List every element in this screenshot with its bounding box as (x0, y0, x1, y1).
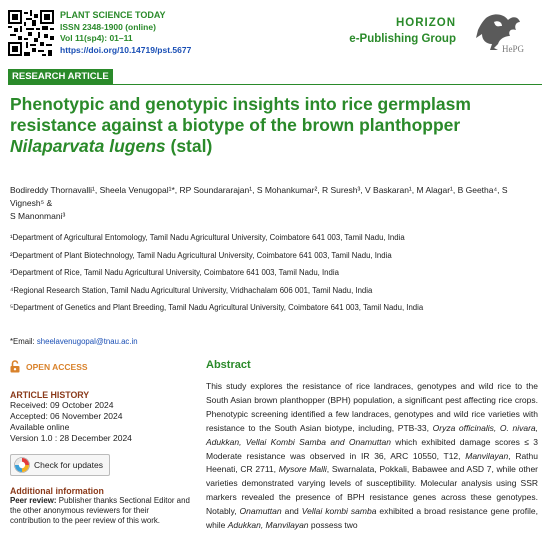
history-received: Received: 09 October 2024 (10, 400, 114, 410)
abstract-text: possess two (308, 520, 358, 531)
article-type-label: RESEARCH ARTICLE (8, 69, 113, 85)
abstract-italic: Vellai kombi samba (301, 506, 377, 517)
abstract-text: This study explores the resistance of rice landraces, genotypes and wild rice to the South Asian brown planthopper (BPH) population, a significant pest affecting rice crops. Phenotypic screening identified a few landraces, genotypes and wild rice varieties with resistance to the South Asian biotype, including, PTB-33, (206, 381, 538, 433)
publisher-name (349, 17, 456, 45)
abstract-body (206, 380, 538, 533)
history-accepted: Accepted: 06 November 2024 (10, 411, 123, 421)
article-sidebar (10, 360, 190, 526)
title-suffix: (stal) (165, 136, 213, 156)
open-access-label: OPEN ACCESS (26, 361, 88, 372)
open-access-badge (10, 360, 190, 373)
abstract-text: and (281, 506, 302, 517)
check-for-updates-label: Check for updates (34, 460, 103, 470)
qr-code (8, 10, 54, 56)
abstract-italic: Manvilayan (465, 450, 509, 461)
journal-issn: ISSN 2348-1900 (online) (60, 21, 156, 32)
article-history (10, 400, 190, 444)
peer-review-label: Peer review: (10, 496, 57, 505)
abstract-text: , Swarnalata, Pokkali, Babawee and ASD 7, while other varieties demonstrated varying levels of susceptibility. Molecular analysis using SSR markers revealed the presence of BPH resistance genes across these genotypes. Notably, (206, 464, 539, 517)
affiliation-item: ³Department of Rice, Tamil Nadu Agricultural University, Coimbatore 641 003, Tamil Nadu, India (10, 268, 339, 277)
publisher-line2: e-Publishing Group (349, 33, 456, 45)
check-for-updates-button[interactable] (10, 454, 110, 476)
abstract-text: exhibited a broad resistance gene profile, while (206, 506, 539, 531)
affiliation-list (10, 233, 540, 321)
abstract-italic: Oryza officinalis, O. nivara, Adukkan, Vellai Kombi Samba and Onamuttan (206, 422, 539, 447)
article-history-heading: ARTICLE HISTORY (10, 390, 90, 400)
journal-name: PLANT SCIENCE TODAY (60, 10, 166, 20)
authors-line2: S Manonmani³ (10, 211, 66, 221)
abstract-italic: Mysore Malli (278, 464, 327, 475)
article-type-banner (8, 69, 542, 85)
history-available: Available online (10, 422, 70, 432)
abstract-text: which exhibited damage scores ≤ 3 Moderate resistance was observed in IR 36, ARC 10550, T12, (206, 436, 538, 461)
affiliation-item: ⁵Department of Genetics and Plant Breeding, Tamil Nadu Agricultural University, Coimbatore 641 003, Tamil Nadu, India (10, 303, 424, 312)
peer-review-text: Publisher thanks Sectional Editor and the other anonymous reviewers for their contribution to the peer review of this work. (10, 496, 190, 525)
crossmark-icon (14, 457, 30, 473)
history-version: Version 1.0 : 28 December 2024 (10, 433, 132, 443)
title-species: Nilaparvata lugens (10, 136, 166, 156)
affiliation-item: ¹Department of Agricultural Entomology, Tamil Nadu Agricultural University, Coimbatore 641 003, Tamil Nadu, India (10, 233, 405, 242)
horse-logo-icon (464, 10, 536, 60)
email-address-link[interactable]: sheelavenugopal@tnau.ac.in (36, 337, 138, 346)
publisher-logo-text: HePG (502, 44, 524, 54)
corresponding-email (10, 337, 138, 346)
abstract-heading: Abstract (206, 359, 251, 371)
doi-link[interactable]: https://doi.org/10.14719/pst.5677 (60, 44, 192, 55)
email-label: *Email: (10, 337, 37, 346)
journal-info (60, 10, 191, 56)
additional-info-heading: Additional information (10, 486, 104, 496)
affiliation-item: ⁴Regional Research Station, Tamil Nadu Agricultural University, Vridhachalam 606 001, Tamil Nadu, India (10, 285, 373, 295)
journal-volume: Vol 11(sp4): 01–11 (60, 33, 133, 43)
open-lock-icon (10, 360, 20, 373)
authors-line1: Bodireddy Thornavalli¹, Sheela Venugopal¹*, RP Soundararajan¹, S Mohankumar², R Suresh³, V Baskaran¹, M Alagar¹, B Geetha⁴, S Vignesh⁵ & (10, 185, 508, 208)
title-line1: Phenotypic and genotypic insights into rice germplasm (10, 94, 471, 114)
abstract-italic: Adukkan, Manvilayan (227, 520, 309, 531)
author-list (10, 184, 540, 223)
publisher-line1: HORIZON (395, 17, 456, 29)
peer-review-note (10, 496, 190, 526)
abstract-text: , Rathu Heenati, CR 2711, (206, 450, 539, 475)
article-title (10, 94, 530, 157)
title-line2: resistance against a biotype of the brown planthopper (10, 115, 461, 135)
abstract-italic: Onamuttan (239, 506, 282, 517)
affiliation-item: ²Department of Plant Biotechnology, Tamil Nadu Agricultural University, Coimbatore 641 003, Tamil Nadu, India (10, 250, 392, 260)
qr-code-icon (8, 10, 54, 56)
